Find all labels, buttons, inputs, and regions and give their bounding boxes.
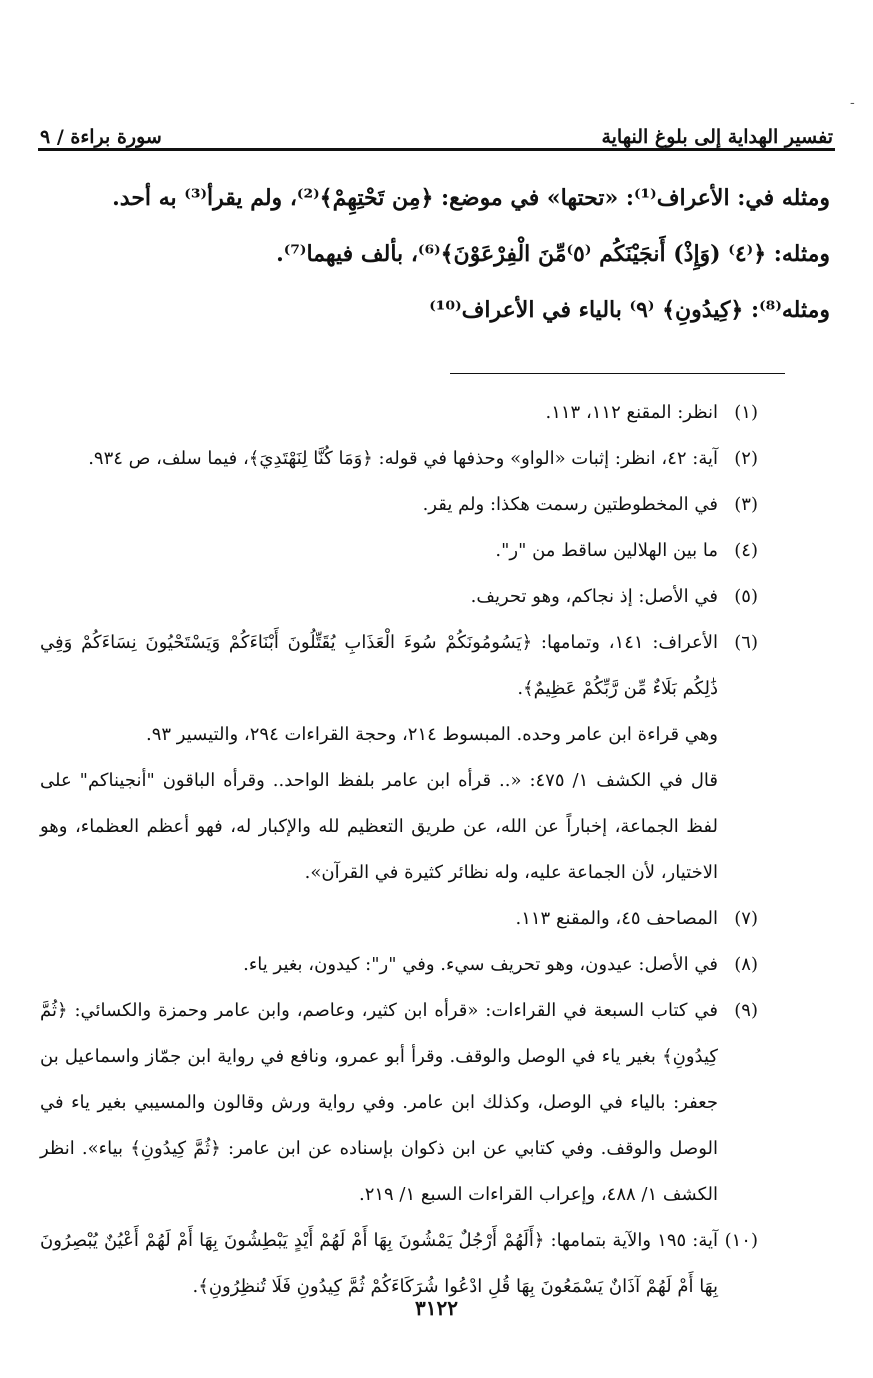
footnote bbox=[40, 896, 758, 942]
footnote-number: (١) bbox=[734, 402, 758, 423]
footnote-number: (٧) bbox=[734, 908, 758, 929]
header-rule bbox=[38, 148, 835, 151]
main-text bbox=[70, 170, 830, 338]
footnote-number: (٨) bbox=[734, 954, 758, 975]
body-line: ومثله⁽⁸⁾: ﴿كِيدُونِ﴾ ⁽٩⁾ بالياء في الأعراف⁽¹⁰⁾ bbox=[429, 297, 830, 323]
body-line: ومثله في: الأعراف⁽¹⁾: «تحتها» في موضع: ﴿مِن تَحْتِهِمْ﴾⁽²⁾، ولم يقرأ⁽³⁾ به أحد. bbox=[112, 185, 830, 211]
footnote bbox=[40, 528, 758, 574]
footnote-text: في المخطوطتين رسمت هكذا: ولم يقر. bbox=[422, 494, 718, 515]
footnote-number: (٢) bbox=[734, 448, 758, 469]
footnote-text: قال في الكشف ١/ ٤٧٥: «.. قرأه ابن عامر بلفظ الواحد.. وقرأه الباقون "أنجيناكم" على لفظ الجماعة، إخباراً عن الله، عن طريق التعظيم لله والإكبار له، فهو أعظم العظماء، وهو الاختيار، لأن الجماعة عليه، وله نظائر كثيرة في القرآن». bbox=[40, 770, 718, 883]
footnote-text: آية: ٤٢، انظر: إثبات «الواو» وحذفها في قوله: ﴿وَمَا كُنَّا لِنَهْتَدِيَ﴾، فيما سلف، ص ٩٣٤. bbox=[88, 448, 718, 469]
footnotes bbox=[40, 390, 758, 1310]
footnote-text: في الأصل: إذ نجاكم، وهو تحريف. bbox=[470, 586, 718, 607]
footnote-rule bbox=[450, 373, 785, 374]
footnote bbox=[40, 436, 758, 482]
footnote-text: المصاحف ٤٥، والمقنع ١١٣. bbox=[515, 908, 718, 929]
footnote-text: في الأصل: عيدون، وهو تحريف سيء. وفي "ر": كيدون، بغير ياء. bbox=[243, 954, 718, 975]
footnote-number: (٤) bbox=[734, 540, 758, 561]
footnote-text: وهي قراءة ابن عامر وحده. المبسوط ٢١٤، وحجة القراءات ٢٩٤، والتيسير ٩٣. bbox=[145, 724, 718, 745]
footnote-text: ما بين الهلالين ساقط من "ر". bbox=[495, 540, 718, 561]
footnote-number: (٥) bbox=[734, 586, 758, 607]
scan-mark: - bbox=[850, 95, 855, 111]
footnote bbox=[40, 988, 758, 1218]
footnote bbox=[40, 620, 758, 896]
footnote-text: انظر: المقنع ١١٢، ١١٣. bbox=[545, 402, 718, 423]
footnote-number: (١٠) bbox=[724, 1230, 758, 1251]
surah-label: سورة براءة / ٩ bbox=[40, 126, 162, 148]
footnote-number: (٦) bbox=[734, 632, 758, 653]
footnote bbox=[40, 482, 758, 528]
footnote-number: (٩) bbox=[734, 1000, 758, 1021]
footnote bbox=[40, 574, 758, 620]
footnote bbox=[40, 942, 758, 988]
footnote-text: الأعراف: ١٤١، وتمامها: ﴿يَسُومُونَكُمْ سُوءَ الْعَذَابِ يُقَتِّلُونَ أَبْنَاءَكُمْ وَيَسْتَحْيُونَ نِسَاءَكُمْ وَفِي ذَٰلِكُم بَلَاءٌ مِّن رَّبِّكُمْ عَظِيمٌ﴾. bbox=[40, 632, 718, 699]
page-number: ٣١٢٢ bbox=[415, 1296, 458, 1320]
book-title: تفسير الهداية إلى بلوغ النهاية bbox=[601, 126, 833, 148]
running-header bbox=[40, 112, 833, 148]
footnote-text: آية: ١٩٥ والآية بتمامها: ﴿أَلَهُمْ أَرْجُلٌ يَمْشُونَ بِهَا أَمْ لَهُمْ أَيْدٍ يَبْطِشُونَ بِهَا أَمْ لَهُمْ أَعْيُنٌ يُبْصِرُونَ بِهَا أَمْ لَهُمْ آذَانٌ يَسْمَعُونَ بِهَا قُلِ ادْعُوا شُرَكَاءَكُمْ ثُمَّ كِيدُونِ فَلَا تُنظِرُونِ﴾. bbox=[40, 1230, 719, 1297]
footnote bbox=[40, 390, 758, 436]
body-line: ومثله: ﴿⁽٤⁾ (وَإِذْ) أَنجَيْنَكُم ⁽٥⁾مِّنَ الْفِرْعَوْنَ﴾⁽⁶⁾، بألف فيهما⁽⁷⁾. bbox=[276, 241, 830, 267]
footnote-text: في كتاب السبعة في القراءات: «قرأه ابن كثير، وعاصم، وابن عامر وحمزة والكسائي: ﴿ثُمَّ كِيدُونِ﴾ بغير ياء في الوصل والوقف. وقرأ أبو عمرو، ونافع في رواية ابن جمّاز واسماعيل بن جعفر: بالياء في الوصل، وكذلك ابن عامر. وفي رواية ورش وقالون والمسيبي بغير ياء في الوصل والوقف. وفي كتابي عن ابن ذكوان بإسناده عن ابن عامر: ﴿ثُمَّ كِيدُونِ﴾ بياء». انظر الكشف ١/ ٤٨٨، وإعراب القراءات السبع ١/ ٢١٩. bbox=[40, 1000, 718, 1205]
footnote-number: (٣) bbox=[734, 494, 758, 515]
